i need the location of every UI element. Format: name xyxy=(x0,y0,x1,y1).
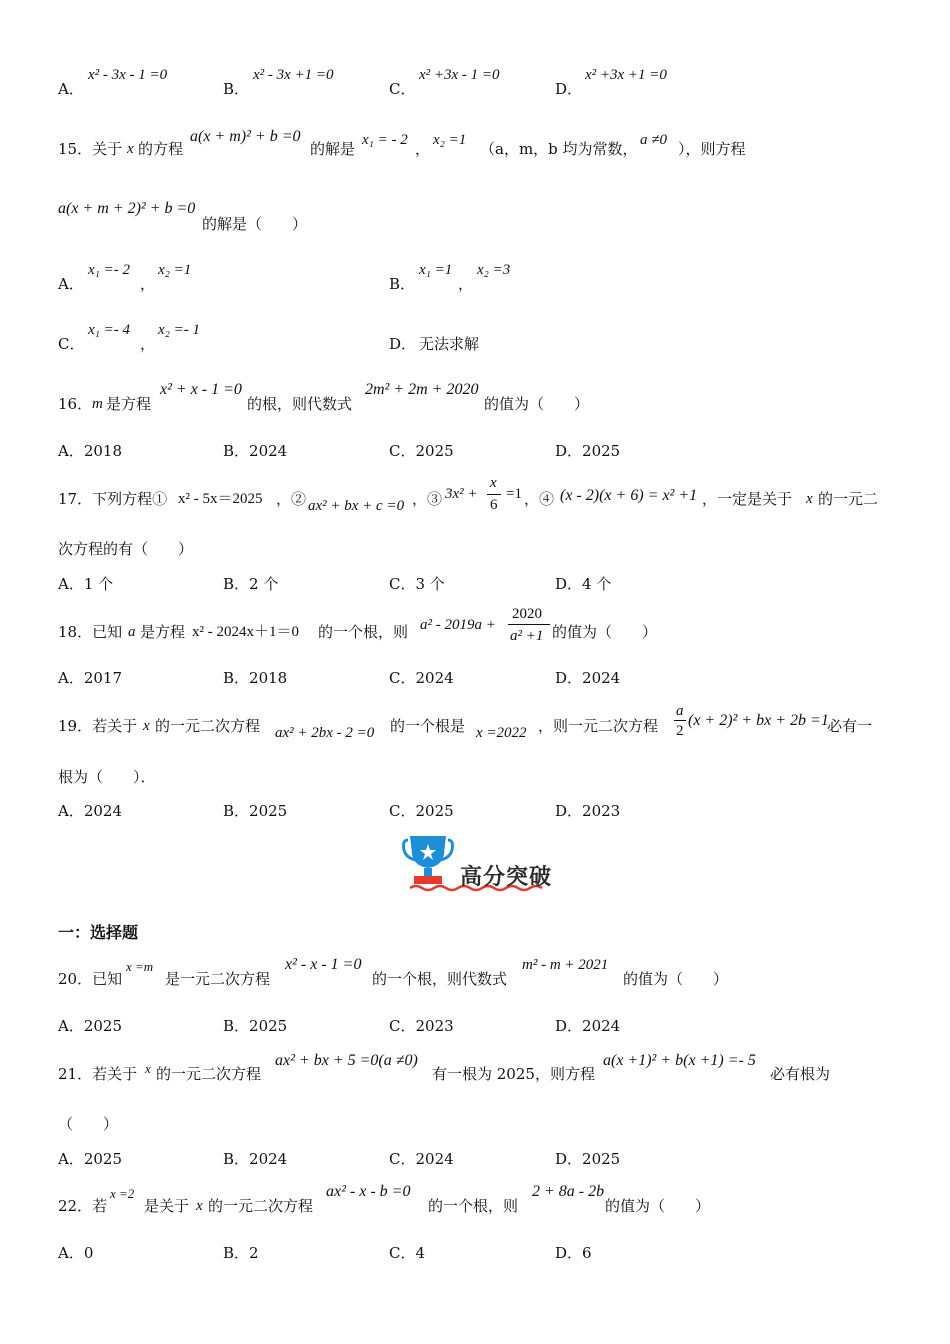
q18-expression: a² - 2019a + xyxy=(420,617,496,633)
q18-option-b: B．2018 xyxy=(223,669,288,687)
q20-text: 是一元二次方程 xyxy=(165,970,271,988)
q20-option-a: A．2025 xyxy=(58,1017,123,1035)
q21-text: 必有根为 xyxy=(770,1065,831,1083)
q21-equation-2: a(x +1)² + b(x +1) =- 5 xyxy=(603,1052,756,1069)
q19-option-d: D．2023 xyxy=(555,802,621,820)
q15-option-d-text: 无法求解 xyxy=(419,335,480,353)
q19-fraction-denominator: 2 xyxy=(676,723,684,739)
q17-eq-3-rhs: =1 xyxy=(506,486,522,502)
q18-option-d: D．2024 xyxy=(555,669,621,687)
q21-equation-1: ax² + bx + 5 =0(a ≠0) xyxy=(275,1052,418,1069)
q19-number: 19．若关于 xyxy=(58,717,138,735)
q15-option-c-math-2: x₂ =- 1 xyxy=(158,322,200,338)
q15-equation: a(x + m)² + b =0 xyxy=(190,128,301,145)
q22-option-d: D．6 xyxy=(555,1244,592,1262)
q19-text: 的一元二次方程 xyxy=(155,717,261,735)
q19-var-x: x xyxy=(143,718,150,734)
q19-option-c: C．2025 xyxy=(389,802,454,820)
q17-eq-3-numerator: x xyxy=(490,475,497,491)
q15-option-b-label: B． xyxy=(389,275,416,293)
q21-text: 有一根为 2025，则方程 xyxy=(432,1065,595,1083)
q16-number: 16． xyxy=(58,395,93,413)
q19-equation-2: (x + 2)² + bx + 2b =1 xyxy=(688,712,829,729)
q17-text: ，② xyxy=(276,490,307,508)
q14-option-c-math: x² +3x - 1 =0 xyxy=(419,67,500,83)
q17-text-line-2: 次方程的有（ ） xyxy=(58,540,194,558)
badge-title: 高分突破 xyxy=(460,865,553,890)
q20-number: 20．已知 xyxy=(58,970,123,988)
q20-equation: x² - x - 1 =0 xyxy=(285,956,362,973)
q17-text: 的一元二 xyxy=(818,490,879,508)
q14-option-d-math: x² +3x +1 =0 xyxy=(585,67,667,83)
q19-root: x =2022 xyxy=(476,725,527,741)
q21-option-a: A．2025 xyxy=(58,1150,123,1168)
q17-text: ，③ xyxy=(412,490,443,508)
q16-option-d: D．2025 xyxy=(555,442,621,460)
q17-eq-3-lhs: 3x² + xyxy=(445,486,478,502)
q22-option-c: C．4 xyxy=(389,1244,426,1262)
q19-text: 的一个根是 xyxy=(390,717,466,735)
q18-option-c: C．2024 xyxy=(389,669,454,687)
q16-equation: x² + x - 1 =0 xyxy=(160,381,242,398)
q16-option-b: B．2024 xyxy=(223,442,288,460)
q18-text: 的一个根，则 xyxy=(318,623,409,641)
q15-text: 的解是（ ） xyxy=(202,215,308,233)
q17-eq-4: (x - 2)(x + 6) = x² +1 xyxy=(560,487,698,504)
q17-text: ，一定是关于 xyxy=(702,490,793,508)
q15-option-a-math: x₁ =- 2 xyxy=(88,262,130,278)
q18-text: 的值为（ ） xyxy=(552,623,658,641)
q15-option-b-sep: ， xyxy=(458,275,474,293)
q17-eq-2: ax² + bx + c =0 xyxy=(308,498,405,514)
q17-eq-3-denominator: 6 xyxy=(490,497,498,513)
q22-option-a: A．0 xyxy=(58,1244,94,1262)
q14-option-a-label: A． xyxy=(58,80,84,98)
q19-fraction-bar xyxy=(674,720,686,721)
section-badge xyxy=(402,832,552,892)
q17-eq-1: x² - 5x＝2025 xyxy=(178,491,263,507)
q15-option-a-math-2: x₂ =1 xyxy=(158,262,192,278)
q17-var-x: x xyxy=(806,491,813,507)
q17-option-c: C．3 个 xyxy=(389,575,445,593)
q15-root-2: x₂ =1 xyxy=(433,132,467,148)
q22-text: 的值为（ ） xyxy=(605,1197,711,1215)
q15-text: 的方程 xyxy=(138,140,184,158)
q16-text: 的根，则代数式 xyxy=(247,395,353,413)
q18-text: 是方程 xyxy=(140,623,186,641)
q14-option-a-math: x² - 3x - 1 =0 xyxy=(88,67,168,83)
q15-option-a-label: A． xyxy=(58,275,84,293)
q16-var-m: m xyxy=(92,396,103,412)
q18-option-a: A．2017 xyxy=(58,669,123,687)
q17-number: 17．下列方程① xyxy=(58,490,168,508)
q20-expression: m² - m + 2021 xyxy=(522,957,609,973)
q15-option-c-sep: ， xyxy=(140,335,156,353)
q17-option-b: B．2 个 xyxy=(223,575,279,593)
q20-option-c: C．2023 xyxy=(389,1017,454,1035)
q18-var-a: a xyxy=(128,624,136,640)
q15-option-a-sep: ， xyxy=(140,275,156,293)
q18-fraction-bar xyxy=(508,624,550,625)
q21-option-b: B．2024 xyxy=(223,1150,288,1168)
q20-text: 的值为（ ） xyxy=(623,970,729,988)
q14-option-c-label: C． xyxy=(389,80,416,98)
q21-option-c: C．2024 xyxy=(389,1150,454,1168)
section-title: 一：选择题 xyxy=(58,923,139,942)
q20-option-b: B．2025 xyxy=(223,1017,288,1035)
q14-option-d-label: D． xyxy=(555,80,583,98)
q16-text: 的值为（ ） xyxy=(484,395,590,413)
q15-option-b-math-2: x₂ =3 xyxy=(477,262,511,278)
q18-fraction-numerator: 2020 xyxy=(512,606,542,622)
q15-root-1: x₁ = - 2 xyxy=(362,132,408,148)
q21-text-line-2: （ ） xyxy=(58,1115,119,1133)
q22-condition: x =2 xyxy=(110,1186,135,1201)
q22-text: 是关于 xyxy=(144,1197,190,1215)
q19-text: 必有一 xyxy=(827,717,873,735)
q17-text: ，④ xyxy=(524,490,555,508)
q19-text: ，则一元二次方程 xyxy=(538,717,659,735)
q18-number: 18．已知 xyxy=(58,623,123,641)
q15-option-c-label: C． xyxy=(58,335,85,353)
q16-option-c: C．2025 xyxy=(389,442,454,460)
q15-var-x: x xyxy=(127,141,134,157)
q19-option-b: B．2025 xyxy=(223,802,288,820)
q15-option-d-label: D． xyxy=(389,335,417,353)
q22-number: 22．若 xyxy=(58,1197,108,1215)
q22-option-b: B．2 xyxy=(223,1244,259,1262)
q22-equation: ax² - x - b =0 xyxy=(326,1183,411,1200)
q15-comma: ， xyxy=(415,140,431,158)
q15-option-c-math: x₁ =- 4 xyxy=(88,322,130,338)
q20-option-d: D．2024 xyxy=(555,1017,621,1035)
q21-text: 的一元二次方程 xyxy=(156,1065,262,1083)
q19-text-line-2: 根为（ ）． xyxy=(58,768,156,786)
q15-equation-2: a(x + m + 2)² + b =0 xyxy=(58,200,196,217)
q20-text: 的一个根，则代数式 xyxy=(372,970,508,988)
q16-option-a: A．2018 xyxy=(58,442,123,460)
q22-text: 的一元二次方程 xyxy=(208,1197,314,1215)
q21-var-x: x xyxy=(145,1061,151,1076)
q19-option-a: A．2024 xyxy=(58,802,123,820)
q21-option-d: D．2025 xyxy=(555,1150,621,1168)
q17-fraction-bar xyxy=(487,494,501,495)
q17-option-d: D．4 个 xyxy=(555,575,612,593)
q22-var-x: x xyxy=(196,1198,203,1214)
q15-text: ），则方程 xyxy=(678,140,746,158)
q15-text: 的解是 xyxy=(310,140,356,158)
q14-option-b-label: B． xyxy=(223,80,250,98)
q21-number: 21．若关于 xyxy=(58,1065,138,1083)
q15-text: （a，m，b 均为常数， xyxy=(480,140,638,158)
q20-condition: x =m xyxy=(126,959,154,974)
q14-option-b-math: x² - 3x +1 =0 xyxy=(253,67,334,83)
q16-expression: 2m² + 2m + 2020 xyxy=(365,381,479,398)
q15-condition: a ≠0 xyxy=(640,132,667,148)
q18-fraction-denominator: a² +1 xyxy=(510,628,544,644)
q19-fraction-numerator: a xyxy=(676,703,684,719)
q17-option-a: A．1 个 xyxy=(58,575,114,593)
q18-equation: x² - 2024x＋1＝0 xyxy=(192,624,299,640)
q15-option-b-math: x₁ =1 xyxy=(419,262,453,278)
q19-equation-1: ax² + 2bx - 2 =0 xyxy=(275,725,375,741)
q22-expression: 2 + 8a - 2b xyxy=(532,1183,605,1200)
q22-text: 的一个根，则 xyxy=(428,1197,519,1215)
q16-text: 是方程 xyxy=(106,395,152,413)
q15-number: 15．关于 xyxy=(58,140,123,158)
